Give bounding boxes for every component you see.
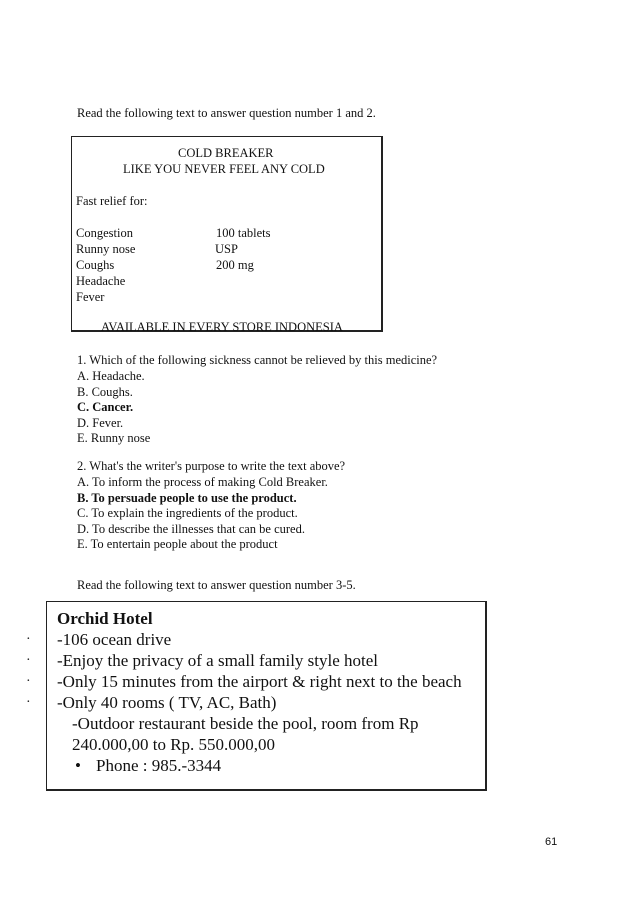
bullet-icon: • xyxy=(75,756,81,775)
hotel-line: -Only 40 rooms ( TV, AC, Bath) xyxy=(57,693,277,712)
hotel-advertisement-box xyxy=(46,601,487,791)
hotel-name: Orchid Hotel xyxy=(57,609,153,628)
advertisement-box xyxy=(71,136,383,332)
ad-ailment: Coughs xyxy=(76,258,115,272)
answer-option: A. To inform the process of making Cold Breaker. xyxy=(77,475,328,489)
hotel-line: -Outdoor restaurant beside the pool, room from Rp xyxy=(72,714,419,733)
question-1: 1. Which of the following sickness cannot be relieved by this medicine? xyxy=(77,353,438,367)
ad-ailment: Headache xyxy=(76,274,126,288)
answer-option: A. Headache. xyxy=(77,369,145,383)
ad-tagline: LIKE YOU NEVER FEEL ANY COLD xyxy=(123,162,325,176)
answer-option: E. Runny nose xyxy=(77,431,151,445)
bullet-dot: · xyxy=(26,653,31,668)
bullet-dot: · xyxy=(26,674,31,689)
answer-option: C. To explain the ingredients of the product. xyxy=(77,506,298,520)
answer-option: D. To describe the illnesses that can be cured. xyxy=(77,522,305,536)
hotel-line: -Only 15 minutes from the airport & right next to the beach xyxy=(57,672,462,691)
answer-option-correct: C. Cancer. xyxy=(77,400,134,414)
ad-ailment: Runny nose xyxy=(76,242,136,256)
hotel-phone: Phone : 985.-3344 xyxy=(96,756,222,775)
ad-detail: USP xyxy=(215,242,238,256)
answer-option: B. Coughs. xyxy=(77,385,133,399)
ad-detail: 100 tablets xyxy=(216,226,271,240)
answer-option: E. To entertain people about the product xyxy=(77,537,278,551)
ad-detail: 200 mg xyxy=(216,258,254,272)
answer-option-correct: B. To persuade people to use the product. xyxy=(77,491,297,505)
answer-option: D. Fever. xyxy=(77,416,124,430)
hotel-line: -Enjoy the privacy of a small family style hotel xyxy=(57,651,379,670)
instruction-text: Read the following text to answer question number 3-5. xyxy=(77,578,356,592)
hotel-line: -106 ocean drive xyxy=(57,630,172,649)
hotel-line: 240.000,00 to Rp. 550.000,00 xyxy=(72,735,276,754)
page-number: 61 xyxy=(545,836,558,848)
bullet-dot: · xyxy=(26,695,31,710)
question-2: 2. What's the writer's purpose to write the text above? xyxy=(77,459,346,473)
bullet-dot: · xyxy=(26,632,31,647)
ad-ailment: Fever xyxy=(76,290,105,304)
ad-title: COLD BREAKER xyxy=(178,146,274,160)
ad-relief-label: Fast relief for: xyxy=(76,194,148,208)
ad-ailment: Congestion xyxy=(76,226,133,240)
ad-availability: AVAILABLE IN EVERY STORE INDONESIA xyxy=(101,320,343,334)
instruction-text: Read the following text to answer question number 1 and 2. xyxy=(77,106,376,120)
